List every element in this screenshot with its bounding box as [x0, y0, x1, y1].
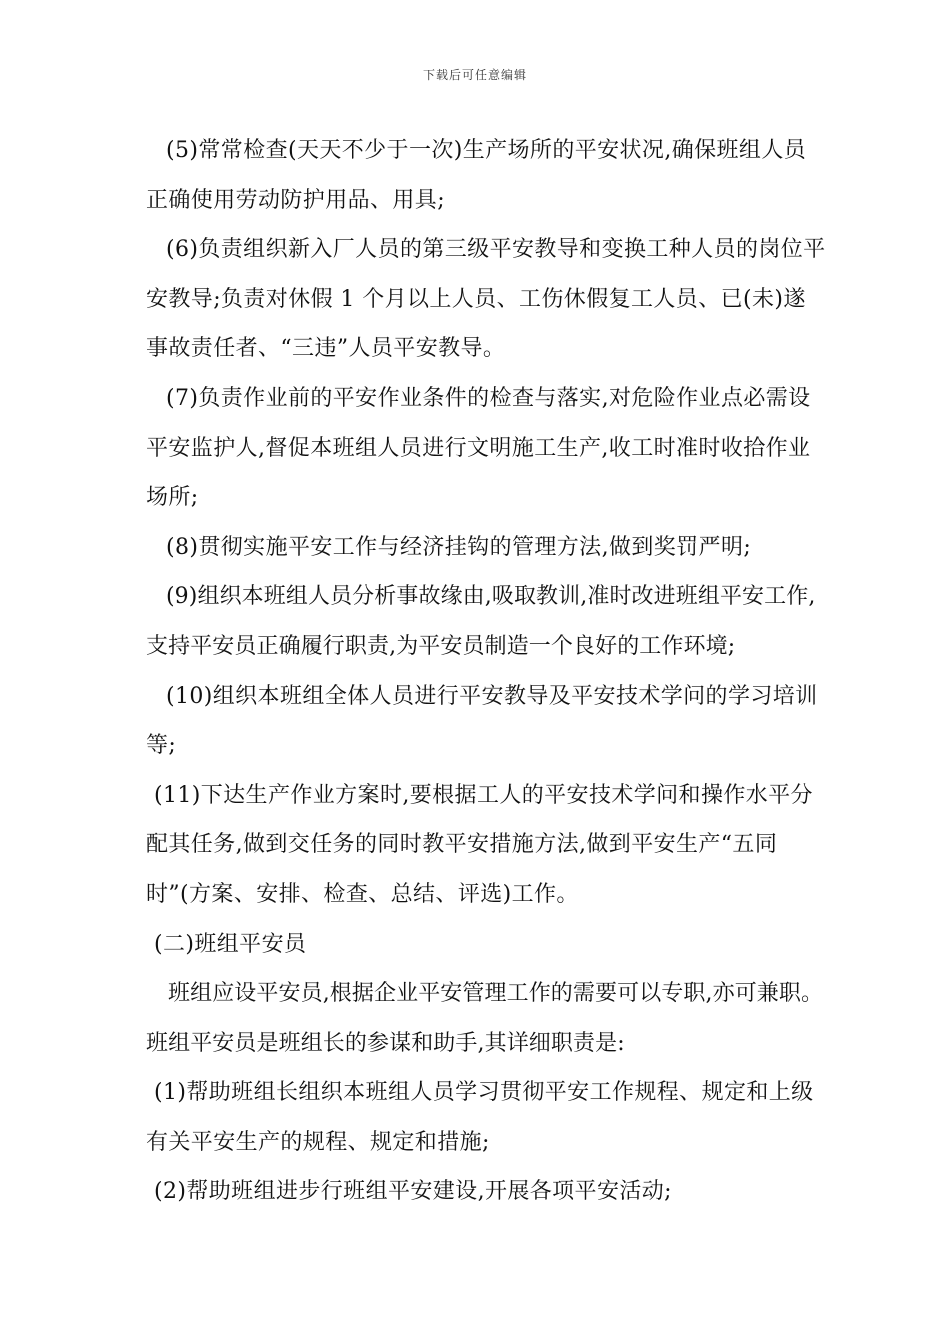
- paragraph-item-11: (11)下达生产作业方案时,要根据工人的平安技术学问和操作水平分配其任务,做到交任务的同时教平安措施方法,做到平安生产“五同时”(方案、安排、检查、总结、评选)工作。: [146, 782, 813, 907]
- page-header: 下载后可任意编辑: [422, 68, 527, 82]
- section-heading-team-safety-officer: (二)班组平安员: [154, 931, 307, 957]
- paragraph-item-10: (10)组织本班组全体人员进行平安教导及平安技术学问的学习培训等;: [146, 683, 818, 759]
- paragraph-officer-duty-1: (1)帮助班组长组织本班组人员学习贯彻平安工作规程、规定和上级有关平安生产的规程、规定和措施;: [146, 1080, 814, 1155]
- paragraph-officer-duty-2: (2)帮助班组进步行班组平安建设,开展各项平安活动;: [154, 1179, 672, 1205]
- paragraph-item-5: (5)常常检查(天天不少于一次)生产场所的平安状况,确保班组人员正确使用劳动防护用品、用具;: [146, 138, 807, 213]
- paragraph-item-6: (6)负责组织新入厂人员的第三级平安教导和变换工种人员的岗位平安教导;负责对休假 1 个月以上人员、工伤休假复工人员、已(未)遂事故责任者、“三违”人员平安教导。: [146, 237, 826, 362]
- document-body: [146, 126, 826, 1217]
- paragraph-safety-officer-intro: 班组应设平安员,根据企业平安管理工作的需要可以专职,亦可兼职。班组平安员是班组长的参谋和助手,其详细职责是:: [146, 981, 824, 1056]
- paragraph-item-8: (8)贯彻实施平安工作与经济挂钩的管理方法,做到奖罚严明;: [166, 534, 752, 560]
- paragraph-item-7: (7)负责作业前的平安作业条件的检查与落实,对危险作业点必需设平安监护人,督促本班组人员进行文明施工生产,收工时准时收拾作业场所;: [146, 385, 811, 511]
- paragraph-item-9: (9)组织本班组人员分析事故缘由,吸取教训,准时改进班组平安工作,支持平安员正确履行职责,为平安员制造一个良好的工作环境;: [146, 584, 816, 659]
